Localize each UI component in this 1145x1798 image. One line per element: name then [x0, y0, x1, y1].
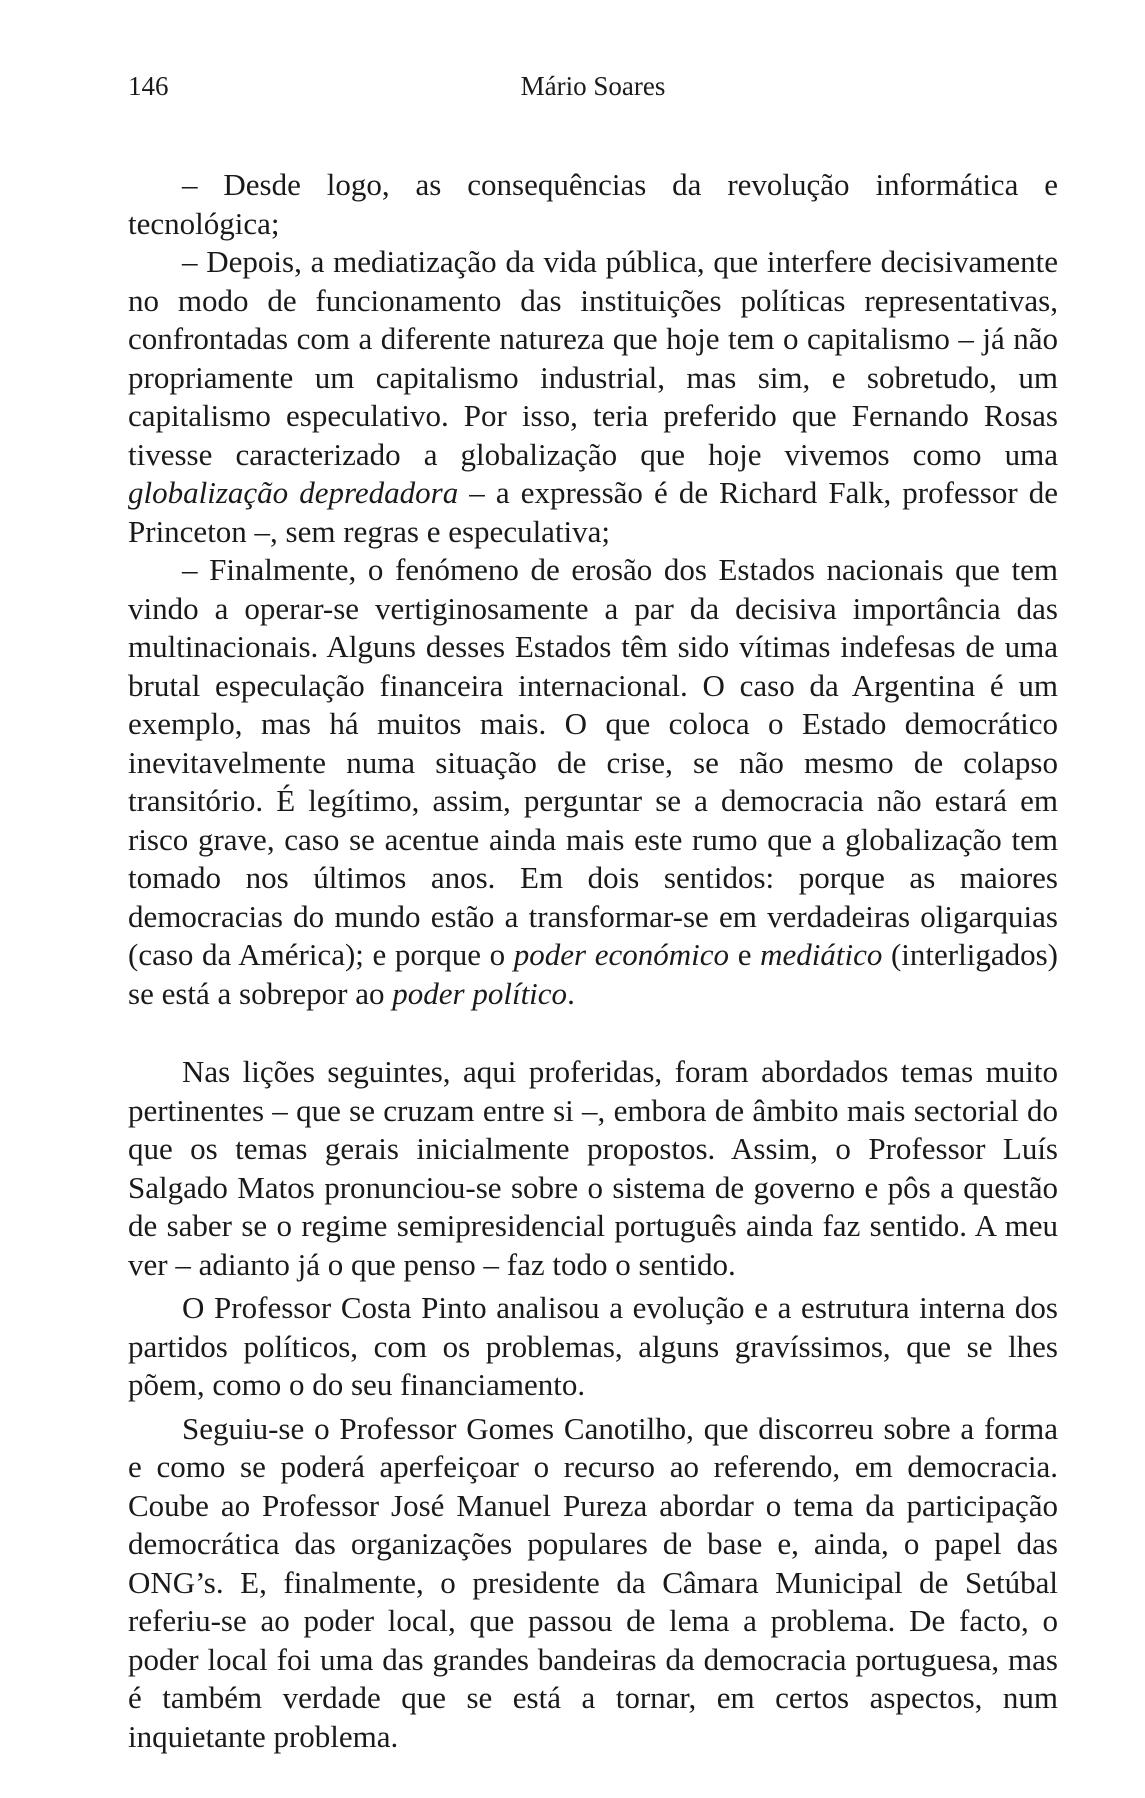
paragraph-consequences: – Desde logo, as consequências da revolução informática e tecnológica;	[128, 167, 1058, 241]
italic-term: poder político	[392, 975, 568, 1011]
italic-term: globalização depredadora	[128, 475, 459, 510]
paragraph-canotilho: Seguiu-se o Professor Gomes Canotilho, que discorreu sobre a forma e como se poderá aperfeiçoar o recurso ao referendo, em democracia. Coube ao Professor José Manuel Pureza abordar o tema da participação democrática das organizações populares de base e, ainda, o papel das ONG’s. E, finalmente, o presidente da Câmara Municipal de Setúbal referiu-se ao poder local, que passou de lema a problema. De facto, o poder local foi uma das grandes bandeiras da democracia portuguesa, mas é também verdade que se está a tornar, em certos aspectos, num inquietante problema.	[128, 1410, 1058, 1754]
page-number: 146	[128, 71, 169, 101]
running-head	[128, 66, 1058, 106]
italic-term: mediático	[760, 937, 883, 972]
body-text	[128, 166, 1058, 1756]
text-span: – Finalmente, o fenómeno de erosão dos Estados nacionais que tem vindo a operar-se vertiginosamente a par da decisiva importância das multinacionais. Alguns desses Estados têm sido vítimas indefesas de uma brutal especulação financeira internacional. O caso da Argentina é um exemplo, mas há muitos mais. O que coloca o Estado democrático inevitavelmente numa situação de crise, se não mesmo de colapso transitório. É legítimo, assim, perguntar se a democracia não estará em risco grave, caso se acentue ainda mais este rumo que a globalização tem tomado nos últimos anos. Em dois sentidos: porque as maiores democracias do mundo estão a transformar-se em verdadeiras oligarquias (caso da América); e porque o	[128, 552, 1058, 972]
text-span: – a expressão é de Richard Falk, professor de Princeton –, sem regras e especulativa;	[128, 475, 1058, 549]
text-span: e	[729, 937, 761, 972]
text-span: (interligados) se está a sobrepor ao	[128, 937, 1058, 1011]
running-title: Mário Soares	[520, 71, 666, 101]
paragraph-costa-pinto: O Professor Costa Pinto analisou a evolução e a estrutura interna dos partidos políticos, com os problemas, alguns gravíssimos, que se lhes põem, como o do seu financiamento.	[128, 1290, 1058, 1402]
text-span: .	[567, 975, 575, 1011]
italic-term: poder económico	[513, 937, 730, 972]
paragraph-lessons: Nas lições seguintes, aqui proferidas, foram abordados temas muito pertinentes – que se cruzam entre si –, embora de âmbito mais sectorial do que os temas gerais inicialmente propostos. Assim, o Professor Luís Salgado Matos pronunciou-se sobre o sistema de governo e pôs a questão de saber se o regime semipresidencial português ainda faz sentido. A meu ver – adianto já o que penso – faz todo o sentido.	[128, 1054, 1058, 1282]
paragraph-mediatization	[128, 243, 1058, 551]
text-span: – Depois, a mediatização da vida pública, que interfere decisivamente no modo de funcionamento das instituições políticas representativas, confrontadas com a diferente natureza que hoje tem o capitalismo – já não propriamente um capitalismo industrial, mas sim, e sobretudo, um capitalismo especulativo. Por isso, teria preferido que Fernando Rosas tivesse caracterizado a globalização que hoje vivemos como uma	[128, 244, 1058, 472]
paragraph-erosion	[128, 551, 1058, 1013]
